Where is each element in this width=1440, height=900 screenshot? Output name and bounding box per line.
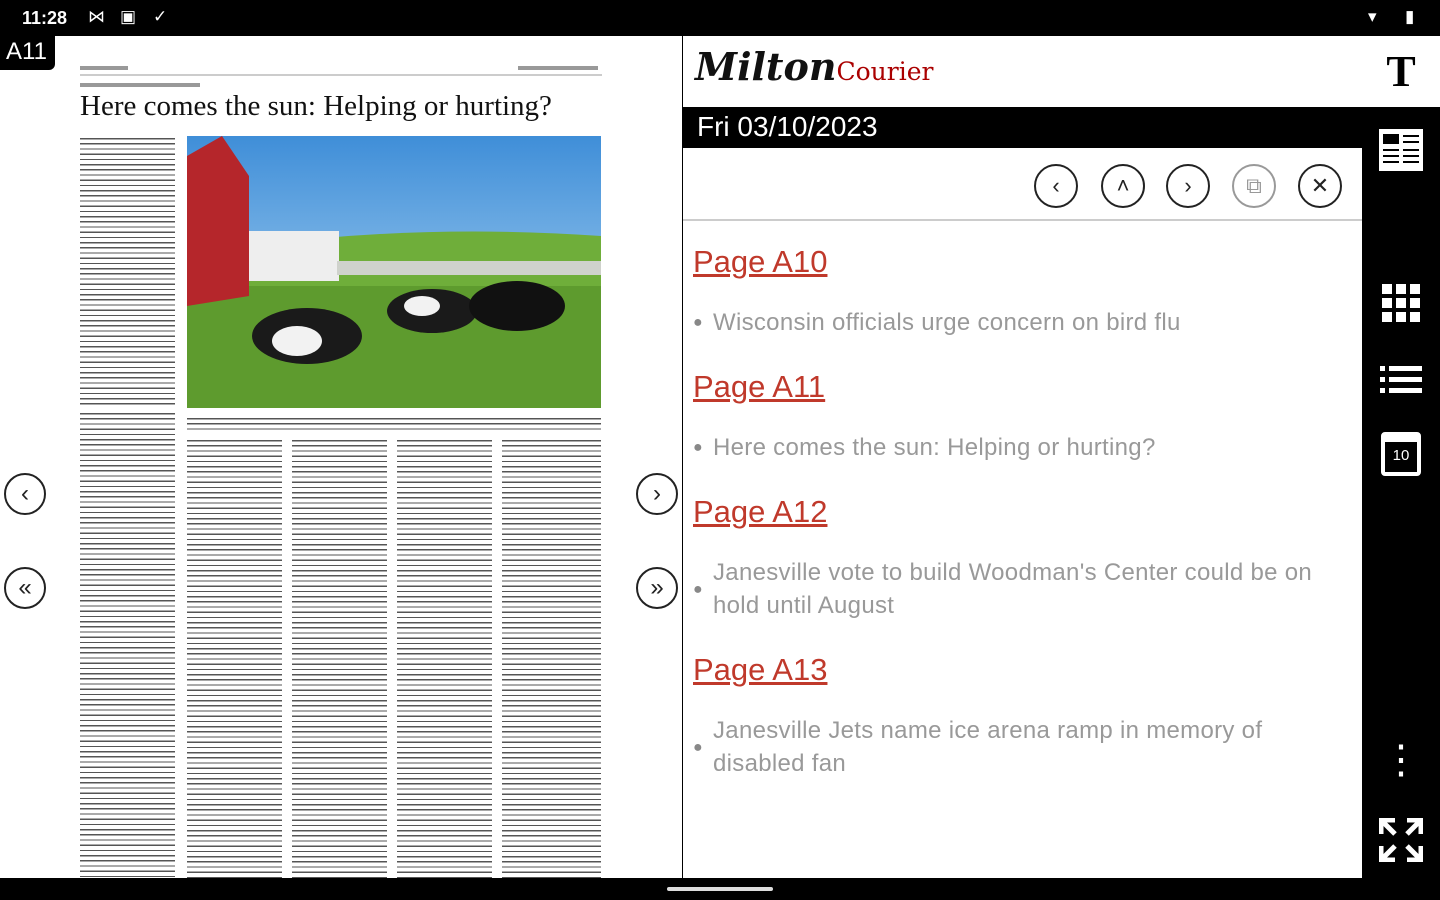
article-title: Wisconsin officials urge concern on bird flu [713,309,1181,336]
table-of-contents-panel [683,36,1362,878]
bullet-icon: ● [693,314,703,331]
expand-icon: ⧉ [1246,173,1262,198]
toc-next-button[interactable] [1166,164,1210,208]
more-options-button[interactable] [1362,740,1440,780]
toc-article-item[interactable] [693,306,1333,339]
toc-article-item[interactable] [693,431,1333,464]
milton-courier-logo [695,44,933,89]
fullscreen-icon [1379,818,1423,862]
logo-main: Milton [695,44,837,89]
first-page-button[interactable] [4,567,46,609]
toc-previous-button[interactable] [1034,164,1078,208]
photo-caption [187,416,601,430]
list-icon [1380,366,1422,394]
toc-up-button[interactable] [1101,164,1145,208]
chevron-right-icon: › [1184,173,1192,198]
right-toolbar [1362,36,1440,878]
toc-page-link[interactable]: Page A13 [693,652,828,687]
wifi-icon: ▾ [1368,7,1377,26]
status-bar [0,0,1440,36]
bullet-icon: ● [693,738,703,756]
text-column [80,136,175,406]
section-label [80,66,128,70]
toc-page-link[interactable]: Page A12 [693,494,828,529]
bullet-icon: ● [693,580,703,598]
article-photo-cows [187,136,601,408]
close-panel-button[interactable] [1298,164,1342,208]
bullet-icon: ● [693,439,703,456]
previous-page-button[interactable] [4,473,46,515]
status-time: 11:28 [22,8,68,28]
next-page-button[interactable] [636,473,678,515]
logo-sub: Courier [836,57,934,86]
text-column [502,438,601,883]
calendar-icon [1381,432,1421,476]
toc-page-link[interactable]: Page A10 [693,244,828,279]
article-view-button[interactable] [1362,128,1440,172]
text-column [187,438,282,883]
issue-date: Fri 03/10/2023 [683,107,1362,148]
text-column [292,438,387,883]
toc-article-item[interactable] [693,556,1333,622]
article-title: Here comes the sun: Helping or hurting? [713,434,1156,461]
newspaper-page[interactable] [80,66,602,886]
image-icon: ▣ [120,7,137,26]
divider [80,74,602,76]
download-done-icon: ✓ [153,7,168,26]
text-column [397,438,492,883]
newspaper-layout-icon [1378,128,1424,172]
double-chevron-left-icon: « [18,574,32,601]
chevron-right-icon: › [653,480,661,507]
page-badge: A11 [0,36,55,70]
newspaper-page-view[interactable] [0,36,682,878]
article-title: Janesville Jets name ice arena ramp in memory of disabled fan [713,717,1263,777]
fullscreen-button[interactable] [1362,818,1440,862]
battery-icon: ▮ [1405,7,1415,26]
toc-page-link[interactable]: Page A11 [693,369,826,404]
series-label [80,83,200,87]
calendar-day: 10 [1392,447,1410,464]
notification-icon: ⋈ [88,7,105,26]
toc-article-item[interactable] [693,714,1333,780]
grid-icon [1382,284,1420,322]
calendar-button[interactable] [1362,432,1440,476]
close-icon: ✕ [1310,173,1330,198]
article-title: Janesville vote to build Woodman's Center could be on hold until August [713,559,1313,619]
last-page-button[interactable] [636,567,678,609]
double-chevron-right-icon: » [650,574,664,601]
chevron-left-icon: ‹ [1052,173,1060,198]
expand-panel-button[interactable] [1232,164,1276,208]
toc-list [693,226,1333,810]
more-vertical-icon: ⋮ [1381,738,1421,782]
page-date-label [518,66,598,70]
page-grid-button[interactable] [1362,284,1440,322]
text-column [80,411,175,881]
article-headline: Here comes the sun: Helping or hurting? [80,90,552,122]
home-gesture-handle[interactable] [667,887,773,891]
chevron-up-icon: ˄ [1116,173,1130,198]
chevron-left-icon: ‹ [21,480,29,507]
toc-list-button[interactable] [1362,366,1440,394]
font-size-button[interactable]: T [1362,36,1440,107]
toc-toolbar [683,148,1362,221]
